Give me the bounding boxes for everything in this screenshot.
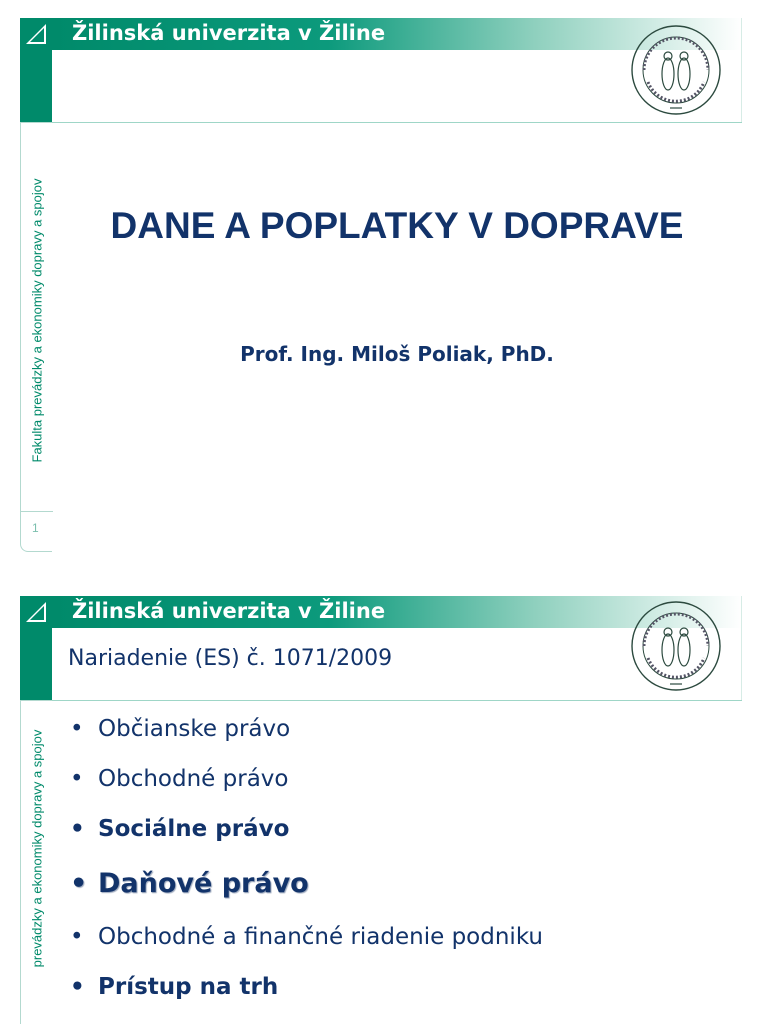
list-item — [68, 868, 728, 924]
sidebar — [20, 700, 52, 1024]
slide-subtitle: Nariadenie (ES) č. 1071/2009 — [68, 646, 393, 671]
author-name: Prof. Ing. Miloš Poliak, PhD. — [240, 342, 554, 366]
page-number-divider — [21, 511, 53, 512]
frame-line — [741, 18, 742, 122]
bullet-icon: • — [70, 974, 85, 1000]
university-name: Žilinská univerzita v Žiline — [72, 21, 386, 45]
faculty-name: Fakulta prevádzky a ekonomiky dopravy a spojov — [29, 178, 44, 463]
bullet-list — [68, 716, 728, 1024]
faculty-seal-icon — [630, 600, 722, 692]
university-name: Žilinská univerzita v Žiline — [72, 599, 386, 623]
faculty-seal-icon — [630, 24, 722, 116]
list-item-text: Prístup na trh — [98, 974, 279, 1000]
page-number: 1 — [32, 521, 39, 535]
university-logo-icon — [20, 596, 52, 628]
header-divider — [52, 700, 742, 701]
bullet-icon: • — [70, 868, 88, 899]
list-item — [68, 716, 728, 766]
list-item — [68, 766, 728, 816]
sidebar-accent — [20, 628, 52, 700]
list-item-text: Sociálne právo — [98, 816, 290, 842]
list-item-text: Obchodné právo — [98, 766, 289, 792]
bullet-icon: • — [70, 716, 84, 742]
list-item-text: Obchodné a finančné riadenie podniku — [98, 924, 544, 950]
list-item — [68, 924, 728, 974]
list-item-text: Daňové právo — [98, 868, 309, 899]
frame-line — [741, 596, 742, 700]
bullet-icon: • — [70, 816, 85, 842]
slide-2 — [0, 588, 768, 1024]
sidebar — [20, 122, 52, 552]
list-item — [68, 816, 728, 868]
faculty-name: prevádzky a ekonomiky dopravy a spojov — [29, 729, 44, 968]
list-item-text: Občianske právo — [98, 716, 291, 742]
presentation-title: DANE A POPLATKY V DOPRAVE — [110, 205, 684, 246]
bullet-icon: • — [70, 924, 84, 950]
sidebar-accent — [20, 50, 52, 122]
header-divider — [52, 122, 742, 123]
list-item — [68, 974, 728, 1024]
bullet-icon: • — [70, 766, 84, 792]
university-logo-icon — [20, 18, 52, 50]
